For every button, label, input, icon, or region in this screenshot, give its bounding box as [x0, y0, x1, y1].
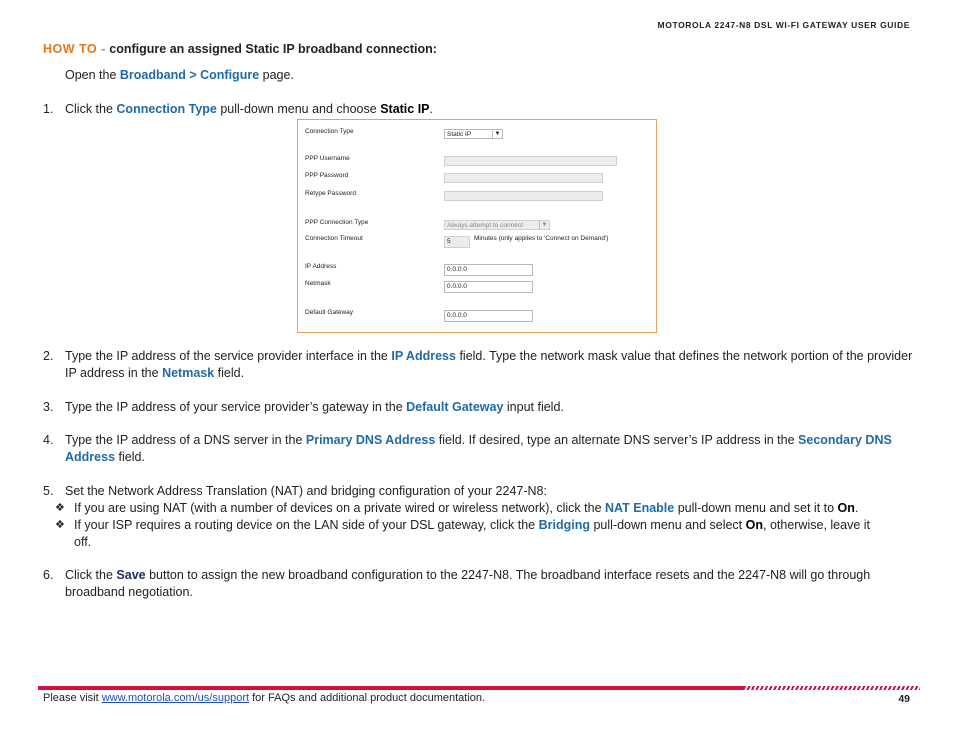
support-link[interactable]: www.motorola.com/us/support: [101, 692, 250, 704]
netmask-ref: Netmask: [162, 366, 215, 380]
step-number: 1.: [43, 102, 54, 116]
step-text: If you are using NAT (with a number of devices on a private wired or wireless network), click the: [74, 501, 606, 515]
connection-type-select[interactable]: [444, 129, 503, 139]
primary-dns-ref: Primary DNS Address: [305, 433, 436, 447]
netmask-field[interactable]: [444, 281, 533, 293]
ppp-username-field[interactable]: [444, 156, 617, 166]
retype-password-label: Retype Password: [305, 190, 356, 197]
connection-type-label: Connection Type: [305, 128, 354, 135]
chevron-down-icon: ▼: [492, 130, 502, 138]
retype-password-field[interactable]: [444, 191, 603, 201]
intro-pre: Open the: [65, 68, 120, 82]
connection-timeout-note: Minutes (only applies to 'Connect on Demand'): [474, 235, 609, 242]
default-gateway-ref: Default Gateway: [406, 400, 504, 414]
intro-post: page.: [259, 68, 294, 82]
footer-hatch: [744, 686, 920, 690]
step-text: Click the: [65, 568, 117, 582]
step-number: 3.: [43, 400, 54, 414]
step-text: pull-down menu and set it to: [674, 501, 838, 515]
footer-pre: Please visit: [43, 692, 102, 704]
step-text: field. Type the network mask value that defines the network portion of the provider IP address in the: [65, 349, 913, 380]
step-text: Set the Network Address Translation (NAT) and bridging configuration of your 2247-N8:: [65, 484, 547, 498]
page-number: 49: [898, 693, 910, 705]
step-text: .: [854, 501, 859, 515]
connection-type-ref: Connection Type: [116, 102, 217, 116]
footer-post: for FAQs and additional product documentation.: [249, 692, 486, 704]
step-number: 6.: [43, 568, 54, 582]
step-text: field. If desired, type an alternate DNS server’s IP address in the: [435, 433, 799, 447]
ip-address-field[interactable]: [444, 264, 533, 276]
connection-type-value: Static IP: [447, 131, 472, 138]
netmask-label: Netmask: [305, 280, 331, 287]
nat-enable-ref: NAT Enable: [605, 501, 675, 515]
connection-timeout-label: Connection Timeout: [305, 235, 363, 242]
default-gateway-field[interactable]: [444, 310, 533, 322]
step-text: Type the IP address of the service provider interface in the: [65, 349, 392, 363]
intro-line: [65, 67, 294, 84]
broadband-configure-link: Broadband > Configure: [119, 68, 260, 82]
step-text: field.: [214, 366, 245, 380]
default-gateway-value: 0.0.0.0: [447, 312, 467, 319]
step-number: 5.: [43, 484, 54, 498]
on-ref: On: [837, 501, 855, 515]
ppp-connection-type-value: Always attempt to connect: [447, 222, 523, 229]
broadband-config-screenshot: [297, 119, 657, 333]
connection-timeout-value: 5: [447, 238, 451, 245]
step-text: Type the IP address of a DNS server in the: [65, 433, 306, 447]
ppp-password-label: PPP Password: [305, 172, 349, 179]
step-text: input field.: [503, 400, 564, 414]
ip-address-value: 0.0.0.0: [447, 266, 467, 273]
step-text: button to assign the new broadband configuration to the 2247-N8. The broadband interface resets and the 2247-N8 will go through broadband negotiation.: [65, 568, 871, 599]
howto-title: configure an assigned Static IP broadband connection:: [109, 42, 437, 56]
step-text: pull-down menu and choose: [216, 102, 381, 116]
howto-heading: [43, 42, 437, 56]
step-text: If your ISP requires a routing device on the LAN side of your DSL gateway, click the: [74, 518, 539, 532]
step-text: .: [429, 102, 433, 116]
step-text: field.: [115, 450, 145, 464]
diamond-bullet-icon: ❖: [55, 502, 65, 514]
step-number: 4.: [43, 433, 54, 447]
chevron-down-icon: ▼: [539, 221, 549, 229]
footer-text: [43, 692, 485, 704]
ppp-password-field[interactable]: [444, 173, 603, 183]
ip-address-ref: IP Address: [391, 349, 456, 363]
step-text: Click the: [65, 102, 117, 116]
netmask-value: 0.0.0.0: [447, 283, 467, 290]
guide-header: MOTOROLA 2247-N8 DSL WI-FI GATEWAY USER GUIDE: [657, 20, 910, 30]
ip-address-label: IP Address: [305, 263, 337, 270]
connection-timeout-field[interactable]: [444, 236, 470, 248]
secondary-dns-ref: Secondary DNS Address: [65, 433, 892, 464]
save-ref: Save: [116, 568, 146, 582]
step-text: , otherwise, leave it off.: [74, 518, 870, 549]
step-text: Type the IP address of your service provider’s gateway in the: [65, 400, 407, 414]
on-ref: On: [745, 518, 763, 532]
footer-rule: [38, 686, 744, 690]
default-gateway-label: Default Gateway: [305, 309, 354, 316]
howto-tag: HOW TO -: [43, 42, 106, 56]
bridging-ref: Bridging: [538, 518, 590, 532]
ppp-connection-type-select[interactable]: [444, 220, 550, 230]
step-text: pull-down menu and select: [589, 518, 746, 532]
ppp-username-label: PPP Username: [305, 155, 350, 162]
diamond-bullet-icon: ❖: [55, 519, 65, 531]
ppp-connection-type-label: PPP Connection Type: [305, 219, 369, 226]
static-ip-ref: Static IP: [380, 102, 430, 116]
step-number: 2.: [43, 349, 54, 363]
